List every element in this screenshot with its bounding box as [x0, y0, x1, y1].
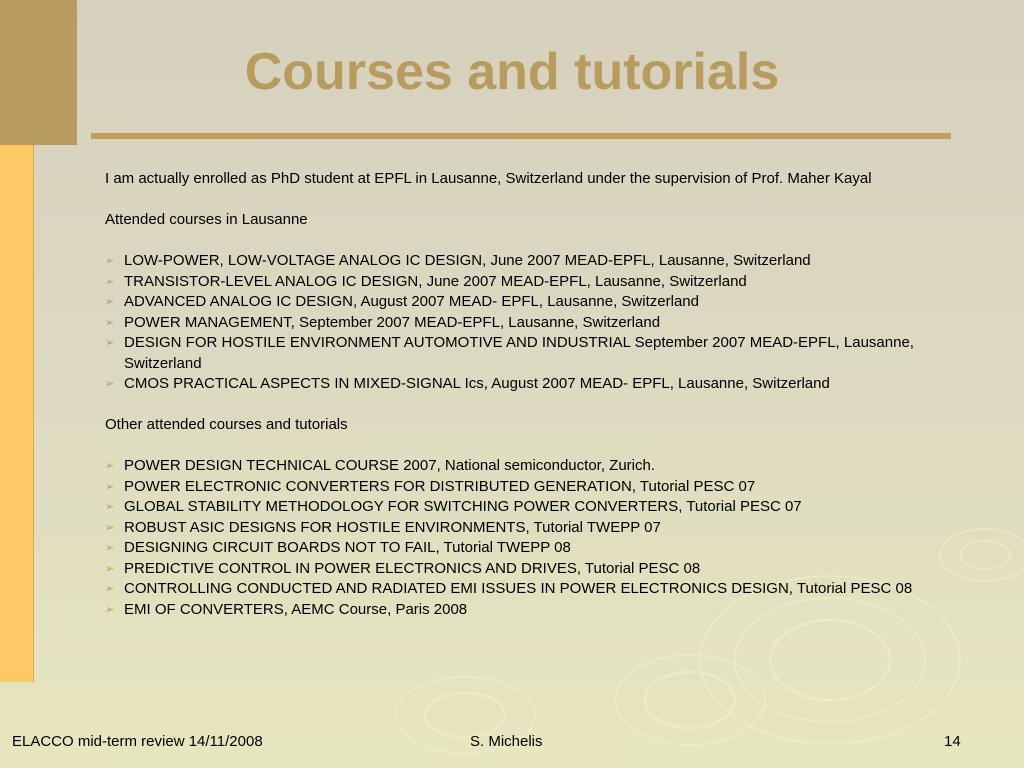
arrow-bullet-icon: ➢: [105, 378, 115, 390]
list-item: [105, 333, 955, 374]
arrow-bullet-icon: ➢: [105, 255, 115, 267]
title-underline: [91, 133, 951, 139]
list-item-text: EMI OF CONVERTERS, AEMC Course, Paris 2008: [124, 600, 468, 618]
arrow-bullet-icon: ➢: [105, 460, 115, 472]
list-item-text: CONTROLLING CONDUCTED AND RADIATED EMI ISSUES IN POWER ELECTRONICS DESIGN, Tutorial PESC 08: [124, 580, 913, 597]
list-item: [105, 477, 955, 498]
arrow-bullet-icon: ➢: [105, 603, 115, 616]
list-item: [105, 559, 955, 580]
list-item-text: ADVANCED ANALOG IC DESIGN, August 2007 MEAD- EPFL, Lausanne, Switzerland: [124, 293, 699, 310]
list-item: [105, 272, 955, 293]
list-item: [105, 538, 955, 559]
list-item: [105, 251, 955, 272]
list-item: [105, 374, 955, 395]
side-accent-bar: [0, 145, 34, 682]
list-item: [105, 497, 955, 518]
arrow-bullet-icon: ➢: [105, 562, 115, 575]
list-item-text: POWER DESIGN TECHNICAL COURSE 2007, National semiconductor, Zurich.: [124, 457, 656, 474]
list-item: [105, 600, 955, 621]
list-item-text: GLOBAL STABILITY METHODOLOGY FOR SWITCHING POWER CONVERTERS, Tutorial PESC 07: [124, 498, 802, 515]
arrow-bullet-icon: ➢: [105, 480, 115, 493]
arrow-bullet-icon: ➢: [105, 337, 115, 349]
list-item-text: DESIGNING CIRCUIT BOARDS NOT TO FAIL, Tutorial TWEPP 08: [124, 539, 571, 556]
footer-author: S. Michelis: [470, 733, 543, 750]
list-item-text: ROBUST ASIC DESIGNS FOR HOSTILE ENVIRONMENTS, Tutorial TWEPP 07: [124, 518, 661, 536]
footer-event-date: ELACCO mid-term review 14/11/2008: [12, 733, 263, 750]
arrow-bullet-icon: ➢: [105, 316, 115, 329]
arrow-bullet-icon: ➢: [105, 275, 115, 288]
arrow-bullet-icon: ➢: [105, 542, 115, 554]
list-item-text: LOW-POWER, LOW-VOLTAGE ANALOG IC DESIGN, June 2007 MEAD-EPFL, Lausanne, Switzerland: [124, 252, 811, 269]
list-item-text: DESIGN FOR HOSTILE ENVIRONMENT AUTOMOTIVE AND INDUSTRIAL September 2007 MEAD-EPFL, Lausanne, Switzerland: [124, 334, 914, 372]
list-item: [105, 313, 955, 334]
list-item: [105, 292, 955, 313]
list-item: [105, 518, 955, 539]
list-item-text: POWER ELECTRONIC CONVERTERS FOR DISTRIBUTED GENERATION, Tutorial PESC 07: [124, 477, 756, 495]
arrow-bullet-icon: ➢: [105, 583, 115, 595]
list-item: [105, 579, 955, 600]
list-item: [105, 456, 955, 477]
lausanne-courses-list: [105, 251, 955, 395]
slide-title: Courses and tutorials: [244, 43, 780, 101]
arrow-bullet-icon: ➢: [105, 296, 115, 308]
list-item-text: POWER MANAGEMENT, September 2007 MEAD-EPFL, Lausanne, Switzerland: [124, 313, 661, 331]
footer-page-number: 14: [944, 733, 961, 750]
list-item-text: TRANSISTOR-LEVEL ANALOG IC DESIGN, June 2007 MEAD-EPFL, Lausanne, Switzerland: [124, 272, 747, 290]
slide-body: [105, 169, 955, 620]
arrow-bullet-icon: ➢: [105, 501, 115, 513]
list-item-text: PREDICTIVE CONTROL IN POWER ELECTRONICS AND DRIVES, Tutorial PESC 08: [124, 559, 701, 577]
section-heading-lausanne: Attended courses in Lausanne: [105, 211, 308, 228]
other-courses-list: [105, 456, 955, 620]
intro-paragraph: I am actually enrolled as PhD student at EPFL in Lausanne, Switzerland under the supervision of Prof. Maher Kayal: [105, 170, 872, 187]
arrow-bullet-icon: ➢: [105, 521, 115, 534]
section-heading-other: Other attended courses and tutorials: [105, 416, 348, 433]
list-item-text: CMOS PRACTICAL ASPECTS IN MIXED-SIGNAL Ics, August 2007 MEAD- EPFL, Lausanne, Switzerland: [124, 375, 830, 392]
